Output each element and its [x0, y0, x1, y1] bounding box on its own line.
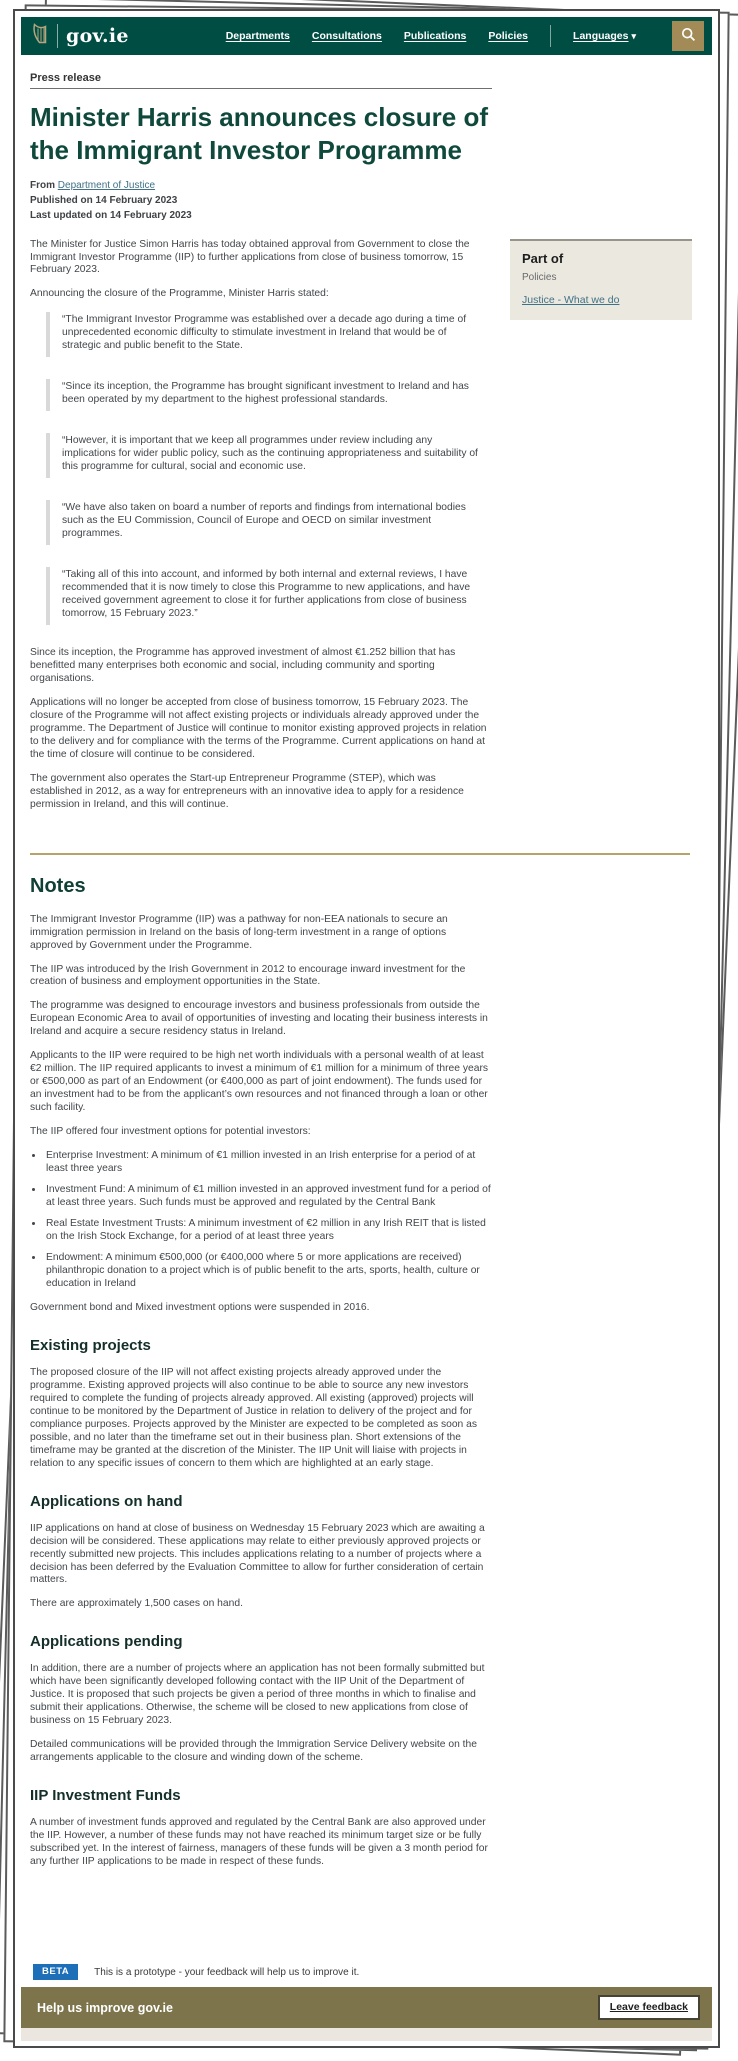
beta-banner: [21, 1957, 712, 1987]
beta-text: This is a prototype - your feedback will help us to improve it.: [94, 1966, 360, 1978]
kicker-press-release: Press release: [30, 72, 492, 89]
section-paragraph: In addition, there are a number of projects where an application has not been formally submitted but which have been significantly developed following contact with the IIP Unit of the Department of Justice. It is proposed that such projects be given a period of three months in which to finalise and submit their applications. Otherwise, the scheme will be closed to new applications from close of business on 15 February 2023.: [30, 1663, 485, 1727]
govie-logo[interactable]: [31, 23, 129, 50]
nav-policies[interactable]: Policies: [488, 30, 529, 42]
section-paragraph: IIP applications on hand at close of business on Wednesday 15 February 2023 which are awaiting a decision will be considered. These applications may relate to either previously approved projects or recently submitted new projects. This includes applications relating to a number of projects where a decision has been deferred by the Evaluation Committee to allow for further consideration of certain matters.: [30, 1522, 485, 1586]
minister-quote: “Since its inception, the Programme has brought significant investment to Ireland and has been operated by my department to the highest professional standards.: [46, 379, 490, 411]
harp-icon: [31, 23, 49, 50]
body-paragraph: Applications will no longer be accepted from close of business tomorrow, 15 February 2023. The closure of the Programme will not affect existing projects or individuals already approved under the programme. The Department of Justice will continue to monitor existing approved projects in relation to the delivery and for compliance with the terms of the Programme. Current applications on hand at the time of closure will continue to be considered.: [30, 696, 487, 760]
notes-paragraph: The Immigrant Investor Programme (IIP) was a pathway for non-EEA nationals to secure an immigration permission in Ireland on the basis of long-term investment in a range of options approved by Government under the Programme.: [30, 913, 448, 951]
list-item: • Enterprise Investment: A minimum of €1 million invested in an Irish enterprise for a period of at least three years: [44, 1150, 492, 1176]
section-heading-existing-projects: Existing projects: [30, 1336, 151, 1354]
options-list-intro: The IIP offered four investment options for potential investors:: [30, 1126, 311, 1138]
nav-consultations[interactable]: Consultations: [311, 30, 382, 42]
body-paragraph: The government also operates the Start-up Entrepreneur Programme (STEP), which was established in 2012, as a way for entrepreneurs with an innovative idea to apply for a residence permission in Ireland, and this will continue.: [30, 772, 464, 810]
notes-paragraph: The IIP was introduced by the Irish Government in 2012 to encourage inward investment for the creation of business and employment opportunities in the State.: [30, 963, 466, 988]
minister-quote: “The Immigrant Investor Programme was established over a decade ago during a time of unprecedented economic difficulty to stimulate investment in Ireland that would be of strategic and public benefit to the State.: [46, 312, 490, 357]
footer-strip: [21, 2028, 712, 2041]
section-paragraph: Detailed communications will be provided through the Immigration Service Delivery website on the arrangements applicable to the closure and winding down of the scheme.: [30, 1739, 477, 1764]
main-nav: [226, 21, 704, 51]
notes-paragraph: Applicants to the IIP were required to be high net worth individuals with a personal wealth of at least €2 million. The IIP required applicants to invest a minimum of €1 million for a minimum of three years or €500,000 as part of an Endowment (or €400,000 as part of joint endowment). The funds used for an investment had to be from the applicant’s own resources and not financed through a loan or other such facility.: [30, 1050, 489, 1114]
nav-divider: [550, 25, 551, 47]
intro-paragraph: Announcing the closure of the Programme, Minister Harris stated:: [30, 288, 329, 300]
part-of-title: Part of: [522, 250, 564, 266]
article-meta: [30, 178, 703, 223]
logo-text: gov.ie: [66, 25, 129, 47]
minister-quote: “Taking all of this into account, and informed by both internal and external reviews, I have recommended that it is now timely to close this Programme to new applications, and have received government agreement to close it for further applications from close of business tomorrow, 15 February 2023.”: [46, 567, 490, 625]
meta-published: Published on 14 February 2023: [30, 194, 178, 206]
search-icon: [681, 27, 696, 45]
section-paragraph: The proposed closure of the IIP will not affect existing projects already approved under the programme. Existing approved projects will also continue to be able to source any new investors required to complete the funding of projects already approved. All existing (approved) projects will continue to be monitored by the Department of Justice in relation to delivery of the project and for compliance purposes. Projects approved by the Minister are expected to be completed as soon as possible, and no later than the timeframe set out in their business plan. Short extensions of the timeframe may be granted at the discretion of the Minister. The IIP Unit will liaise with projects in relation to any specific issues of concern to them which are highlighted at an early stage.: [30, 1366, 478, 1469]
body-paragraph: Since its inception, the Programme has approved investment of almost €1.252 billion that has benefitted many enterprises both economic and social, including community and sporting organisations.: [30, 646, 456, 684]
section-heading-iip-investment-funds: IIP Investment Funds: [30, 1787, 181, 1805]
section-divider: [30, 853, 690, 855]
logo-divider: [57, 24, 58, 48]
feedback-banner-title: Help us improve gov.ie: [37, 2000, 173, 2015]
chevron-down-icon: ▾: [631, 31, 636, 41]
list-item: • Investment Fund: A minimum of €1 million invested in an approved investment fund for a period of at least three years. Such funds must be approved and regulated by the Central Bank: [44, 1184, 492, 1210]
feedback-banner: [21, 1987, 712, 2028]
part-of-link[interactable]: Justice - What we do: [522, 293, 620, 306]
section-paragraph: There are approximately 1,500 cases on hand.: [30, 1598, 243, 1610]
leave-feedback-button[interactable]: Leave feedback: [598, 1995, 700, 2020]
section-paragraph: A number of investment funds approved and regulated by the Central Bank are also approved under the IIP. However, a number of these funds may not have reached its minimum target size or be fully subscribed yet. In the interest of fairness, managers of these funds will be given a 3 month period for any further IIP applications to be made in respect of these funds.: [30, 1817, 488, 1868]
notes-paragraph: The programme was designed to encourage investors and business professionals from outside the European Economic Area to avail of opportunities of investing and locating their business interests in Ireland and acquire a secure residency status in Ireland.: [30, 1000, 488, 1038]
meta-from: From Department of Justice: [30, 179, 156, 191]
webpage-sheet: [13, 9, 720, 2048]
nav-languages[interactable]: Languages ▾: [573, 30, 636, 42]
list-item: • Endowment: A minimum €500,000 (or €400,000 where 5 or more applications are received) philanthropic donation to a project which is of public benefit to the arts, sports, health, culture or education in Ireland: [44, 1252, 492, 1291]
beta-badge: BETA: [33, 1964, 78, 1980]
sidebar: [510, 239, 692, 823]
suspended-note: Government bond and Mixed investment options were suspended in 2016.: [30, 1301, 370, 1313]
page-title: Minister Harris announces closure of the Immigrant Investor Programme: [30, 102, 489, 166]
section-heading-applications-on-hand: Applications on hand: [30, 1492, 183, 1510]
page-footer: [21, 1957, 712, 2041]
list-item: • Real Estate Investment Trusts: A minimum investment of €2 million in any Irish REIT that is listed on the Irish Stock Exchange, for a period of at least three years: [44, 1218, 492, 1244]
minister-quote: “However, it is important that we keep all programmes under review including any implications for wider public policy, such as the continuing appropriateness and suitability of this programme for cultural, social and economic use.: [46, 433, 490, 478]
minister-quote: “We have also taken on board a number of reports and findings from international bodies such as the EU Commission, Council of Europe and OECD on similar investment programmes.: [46, 500, 490, 545]
notes-heading: Notes: [30, 874, 86, 897]
nav-publications[interactable]: Publications: [403, 30, 467, 42]
article: [15, 72, 718, 1869]
department-link[interactable]: Department of Justice: [57, 179, 156, 191]
intro-paragraph: The Minister for Justice Simon Harris has today obtained approval from Government to close the Immigrant Investor Programme (IIP) to further applications from close of business tomorrow, 15 February 2023.: [30, 238, 470, 276]
meta-updated: Last updated on 14 February 2023: [30, 209, 192, 221]
part-of-category: Policies: [522, 271, 557, 283]
site-header: [21, 17, 712, 55]
article-body: [30, 239, 490, 823]
part-of-box: [510, 239, 692, 320]
search-button[interactable]: [672, 21, 704, 51]
investment-options-list: [44, 1150, 492, 1291]
section-heading-applications-pending: Applications pending: [30, 1633, 183, 1651]
nav-departments[interactable]: Departments: [225, 30, 290, 42]
